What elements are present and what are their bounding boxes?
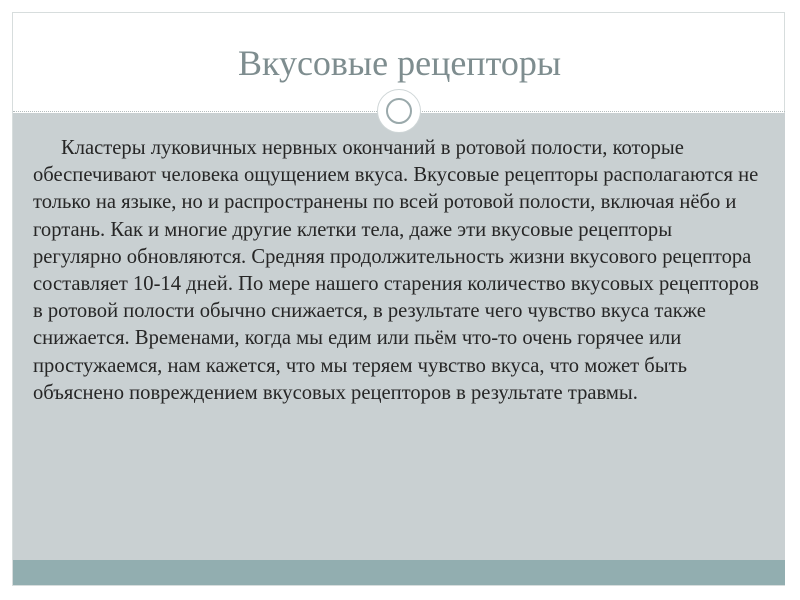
- ornament-ring: [386, 98, 412, 124]
- slide-body-text: Кластеры луковичных нервных окончаний в ротовой полости, которые обеспечивают человека ощущением вкуса. Вкусовые рецепторы располагаются не только на языке, но и распространены по всей ротовой полости, включая нёбо и гортань. Как и многие другие клетки тела, даже эти вкусовые рецепторы регулярно обновляются. Средняя продолжительность жизни вкусового рецептора составляет 10-14 дней. По мере нашего старения количество вкусовых рецепторов в ротовой полости обычно снижается, в результате чего чувство вкуса также снижается. Временами, когда мы едим или пьём что-то очень горячее или простужаемся, нам кажется, что мы теряем чувство вкуса, что может быть объяснено повреждением вкусовых рецепторов в результате травмы.: [33, 137, 759, 404]
- circle-ornament-icon: [377, 89, 421, 133]
- bottom-bar: [13, 560, 785, 585]
- slide-title: Вкусовые рецепторы: [237, 43, 562, 83]
